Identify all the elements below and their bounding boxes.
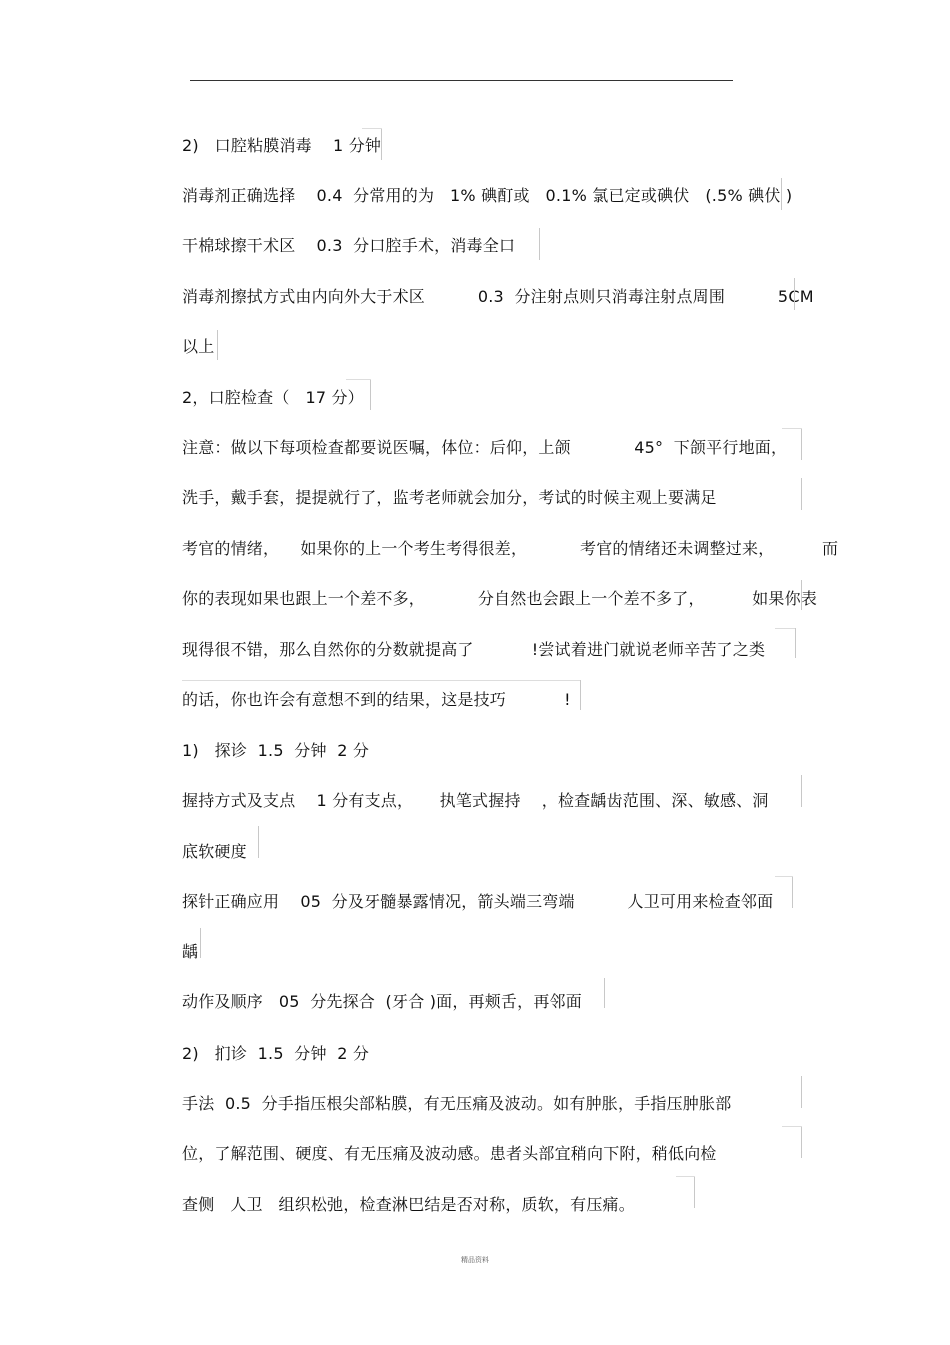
text-line-20: 手法 0.5 分手指压根尖部粘膜，有无压痛及波动。如有肿胀，手指压肿胀部 — [182, 1094, 732, 1113]
text-line-21: 位，了解范围、硬度、有无压痛及波动感。患者头部宜稍向下附，稍低向检 — [182, 1144, 717, 1163]
scan-mark — [775, 628, 795, 629]
text-line-4: 消毒剂擦拭方式由内向外大于术区 0.3 分注射点则只消毒注射点周围 5CM — [182, 287, 814, 306]
text-line-17: 龋 — [182, 942, 199, 961]
scan-mark — [200, 928, 201, 958]
text-line-8: 洗手，戴手套，提提就行了，监考老师就会加分，考试的时候主观上要满足 — [182, 488, 717, 507]
subheading-probing: 1) 探诊 1.5 分钟 2 分 — [182, 741, 370, 760]
scan-mark — [182, 680, 580, 681]
subheading-palpation: 2) 扪诊 1.5 分钟 2 分 — [182, 1044, 370, 1063]
scan-mark — [217, 330, 218, 360]
text-line-5: 以上 — [182, 337, 215, 356]
scan-mark — [801, 1126, 802, 1158]
text-line-16: 探针正确应用 05 分及牙髓暴露情况，箭头端三弯端 人卫可用来检查邻面 — [182, 892, 774, 911]
text-line-7: 注意：做以下每项检查都要说医嘱，体位：后仰，上颌 45° 下颌平行地面， — [182, 438, 788, 457]
scan-mark — [795, 628, 796, 658]
scan-mark — [801, 775, 802, 807]
header-rule — [190, 80, 733, 81]
scan-mark — [801, 580, 802, 610]
section-heading: 2，口腔检查（ 17 分） — [182, 388, 364, 407]
text-line-11: 现得很不错，那么自然你的分数就提高了 !尝试着进门就说老师辛苦了之类 — [182, 640, 766, 659]
scan-mark — [792, 876, 793, 908]
scan-mark — [801, 478, 802, 510]
scan-mark — [362, 128, 382, 129]
scan-mark — [782, 428, 802, 429]
scan-mark — [580, 680, 581, 710]
scan-mark — [381, 128, 382, 160]
text-line-2: 消毒剂正确选择 0.4 分常用的为 1% 碘酊或 0.1% 氯已定或碘伏 (.5% 碘伏 ) — [182, 186, 793, 205]
scan-mark — [781, 178, 782, 210]
scan-mark — [676, 1176, 695, 1177]
scan-mark — [346, 379, 371, 380]
text-line-10: 你的表现如果也跟上一个差不多， 分自然也会跟上一个差不多了， 如果你表 — [182, 589, 818, 608]
scan-mark — [775, 876, 793, 877]
text-line-3: 干棉球擦干术区 0.3 分口腔手术，消毒全口 — [182, 236, 516, 255]
text-line-18: 动作及顺序 05 分先探合 (牙合 )面，再颊舌，再邻面 — [182, 992, 582, 1011]
text-line-14: 握持方式及支点 1 分有支点， 执笔式握持 ，检查龋齿范围、深、敏感、洞 — [182, 791, 769, 810]
text-line-12: 的话，你也许会有意想不到的结果，这是技巧 ! — [182, 690, 571, 709]
scan-mark — [539, 228, 540, 260]
scan-mark — [801, 1076, 802, 1108]
text-line-9: 考官的情绪， 如果你的上一个考生考得很差， 考官的情绪还未调整过来， 而 — [182, 539, 839, 558]
footer-label: 精品资料 — [461, 1256, 489, 1264]
text-line-22: 查侧 人卫 组织松弛，检查淋巴结是否对称，质软，有压痛。 — [182, 1195, 635, 1214]
text-line-1: 2) 口腔粘膜消毒 1 分钟 — [182, 136, 382, 155]
scan-mark — [604, 978, 605, 1008]
scan-mark — [694, 1176, 695, 1208]
scan-mark — [370, 380, 371, 410]
scan-mark — [794, 278, 795, 310]
scan-mark — [801, 428, 802, 460]
text-line-15: 底软硬度 — [182, 842, 247, 861]
scan-mark — [258, 826, 259, 858]
scan-mark — [782, 1126, 802, 1127]
